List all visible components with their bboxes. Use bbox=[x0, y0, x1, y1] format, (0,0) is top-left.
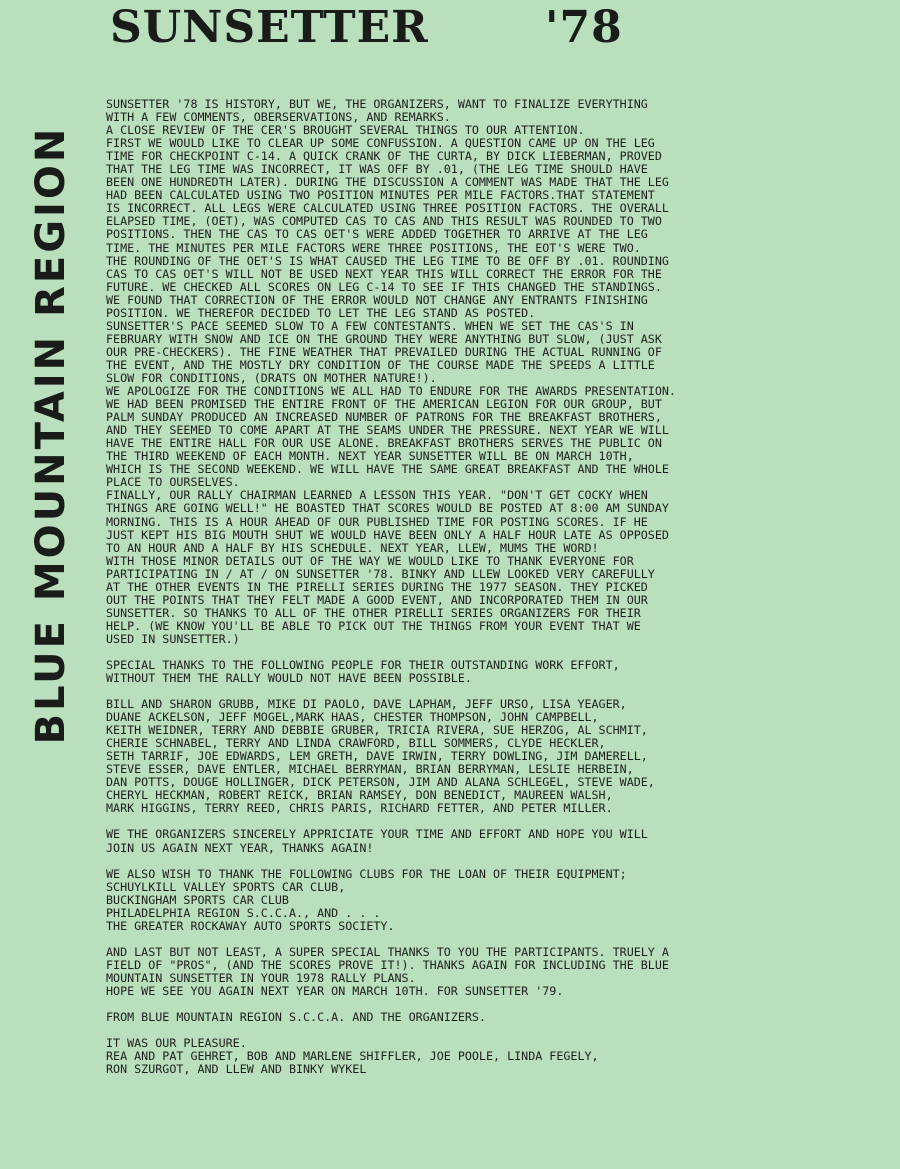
text-line: THE GREATER ROCKAWAY AUTO SPORTS SOCIETY. bbox=[106, 918, 395, 933]
text-line: USED IN SUNSETTER.) bbox=[106, 631, 240, 646]
text-line: DAN POTTS, DOUGE HOLLINGER, DICK PETERSON, JIM AND ALANA SCHLEGEL, STEVE WADE, bbox=[106, 775, 655, 790]
paragraph bbox=[106, 98, 896, 646]
text-line: MOUNTAIN SUNSETTER IN YOUR 1978 RALLY PLANS. bbox=[106, 970, 416, 985]
text-line: KEITH WEIDNER, TERRY AND DEBBIE GRUBER, TRICIA RIVERA, SUE HERZOG, AL SCHMIT, bbox=[106, 723, 648, 738]
text-line: SPECIAL THANKS TO THE FOLLOWING PEOPLE FOR THEIR OUTSTANDING WORK EFFORT, bbox=[106, 657, 620, 672]
text-line: TIME. THE MINUTES PER MILE FACTORS WERE THREE POSITIONS, THE EOT'S WERE TWO. bbox=[106, 240, 641, 255]
text-line: SCHUYLKILL VALLEY SPORTS CAR CLUB, bbox=[106, 879, 346, 894]
text-line: TIME FOR CHECKPOINT C-14. A QUICK CRANK OF THE CURTA, BY DICK LIEBERMAN, PROVED bbox=[106, 149, 662, 164]
text-line: FROM BLUE MOUNTAIN REGION S.C.C.A. AND THE ORGANIZERS. bbox=[106, 1010, 486, 1024]
text-line: FIRST WE WOULD LIKE TO CLEAR UP SOME CONFUSSION. A QUESTION CAME UP ON THE LEG bbox=[106, 136, 655, 151]
text-line: HAVE THE ENTIRE HALL FOR OUR USE ALONE. BREAKFAST BROTHERS SERVES THE PUBLIC ON bbox=[106, 436, 662, 451]
text-line: BEEN ONE HUNDREDTH LATER). DURING THE DISCUSSION A COMMENT WAS MADE THAT THE LEG bbox=[106, 175, 669, 190]
paragraph bbox=[106, 868, 896, 933]
text-line: THE THIRD WEEKEND OF EACH MONTH. NEXT YEAR SUNSETTER WILL BE ON MARCH 10TH, bbox=[106, 449, 634, 464]
text-line: HOPE WE SEE YOU AGAIN NEXT YEAR ON MARCH 10TH. FOR SUNSETTER '79. bbox=[106, 983, 564, 998]
text-line: PARTICIPATING IN / AT / ON SUNSETTER '78. BINKY AND LLEW LOOKED VERY CAREFULLY bbox=[106, 566, 655, 581]
text-line: POSITION. WE THEREFOR DECIDED TO LET THE LEG STAND AS POSTED. bbox=[106, 305, 536, 320]
text-line: MARK HIGGINS, TERRY REED, CHRIS PARIS, RICHARD FETTER, AND PETER MILLER. bbox=[106, 801, 613, 816]
text-line: FIELD OF "PROS", (AND THE SCORES PROVE IT!). THANKS AGAIN FOR INCLUDING THE BLUE bbox=[106, 957, 669, 972]
text-line: PLACE TO OURSELVES. bbox=[106, 475, 240, 490]
side-region-label: BLUE MOUNTAIN REGION bbox=[28, 125, 74, 745]
text-line: WITHOUT THEM THE RALLY WOULD NOT HAVE BEEN POSSIBLE. bbox=[106, 671, 472, 686]
text-line: SUNSETTER '78 IS HISTORY, BUT WE, THE ORGANIZERS, WANT TO FINALIZE EVERYTHING bbox=[106, 97, 648, 111]
paragraph-gap bbox=[106, 933, 896, 946]
text-line: WE FOUND THAT CORRECTION OF THE ERROR WOULD NOT CHANGE ANY ENTRANTS FINISHING bbox=[106, 292, 648, 307]
text-line: FINALLY, OUR RALLY CHAIRMAN LEARNED A LESSON THIS YEAR. "DON'T GET COCKY WHEN bbox=[106, 488, 648, 503]
text-line: WITH A FEW COMMENTS, OBERSERVATIONS, AND REMARKS. bbox=[106, 110, 451, 125]
text-line: SLOW FOR CONDITIONS, (DRATS ON MOTHER NATURE!). bbox=[106, 370, 437, 385]
text-line: AND LAST BUT NOT LEAST, A SUPER SPECIAL THANKS TO YOU THE PARTICIPANTS. TRUELY A bbox=[106, 944, 669, 959]
text-line: CAS TO CAS OET'S WILL NOT BE USED NEXT YEAR THIS WILL CORRECT THE ERROR FOR THE bbox=[106, 266, 662, 281]
text-line: OUR PRE-CHECKERS). THE FINE WEATHER THAT PREVAILED DURING THE ACTUAL RUNNING OF bbox=[106, 344, 662, 359]
text-line: CHERIE SCHNABEL, TERRY AND LINDA CRAWFORD, BILL SOMMERS, CLYDE HECKLER, bbox=[106, 736, 606, 751]
text-line: FUTURE. WE CHECKED ALL SCORES ON LEG C-14 TO SEE IF THIS CHANGED THE STANDINGS. bbox=[106, 279, 662, 294]
paragraph bbox=[106, 1011, 896, 1024]
text-line: WE APOLOGIZE FOR THE CONDITIONS WE ALL HAD TO ENDURE FOR THE AWARDS PRESENTATION. bbox=[106, 384, 676, 399]
text-line: THE ROUNDING OF THE OET'S IS WHAT CAUSED THE LEG TIME TO BE OFF BY .01. ROUNDING bbox=[106, 253, 669, 268]
text-line: AND THEY SEEMED TO COME APART AT THE SEAMS UNDER THE PRESSURE. NEXT YEAR WE WILL bbox=[106, 423, 669, 438]
text-line: OUT THE POINTS THAT THEY FELT MADE A GOOD EVENT, AND INCORPORATED THEM IN OUR bbox=[106, 592, 648, 607]
text-line: REA AND PAT GEHRET, BOB AND MARLENE SHIFFLER, JOE POOLE, LINDA FEGELY, bbox=[106, 1049, 599, 1064]
text-line: JOIN US AGAIN NEXT YEAR, THANKS AGAIN! bbox=[106, 840, 374, 855]
text-line: MORNING. THIS IS A HOUR AHEAD OF OUR PUBLISHED TIME FOR POSTING SCORES. IF HE bbox=[106, 514, 648, 529]
text-line: WE HAD BEEN PROMISED THE ENTIRE FRONT OF THE AMERICAN LEGION FOR OUR GROUP, BUT bbox=[106, 397, 662, 412]
text-line: WITH THOSE MINOR DETAILS OUT OF THE WAY WE WOULD LIKE TO THANK EVERYONE FOR bbox=[106, 553, 634, 568]
text-line: HAD BEEN CALCULATED USING TWO POSITION MINUTES PER MILE FACTORS.THAT STATEMENT bbox=[106, 188, 655, 203]
text-line: DUANE ACKELSON, JEFF MOGEL,MARK HAAS, CHESTER THOMPSON, JOHN CAMPBELL, bbox=[106, 710, 599, 725]
text-line: ELAPSED TIME, (OET), WAS COMPUTED CAS TO CAS AND THIS RESULT WAS ROUNDED TO TWO bbox=[106, 214, 662, 229]
paragraph bbox=[106, 1037, 896, 1076]
text-line: JUST KEPT HIS BIG MOUTH SHUT WE WOULD HAVE BEEN ONLY A HALF HOUR LATE AS OPPOSED bbox=[106, 527, 669, 542]
paragraph bbox=[106, 659, 896, 685]
text-line: WE THE ORGANIZERS SINCERELY APPRICIATE YOUR TIME AND EFFORT AND HOPE YOU WILL bbox=[106, 827, 648, 842]
text-line: POSITIONS. THEN THE CAS TO CAS OET'S WERE ADDED TOGETHER TO ARRIVE AT THE LEG bbox=[106, 227, 648, 242]
side-label-container bbox=[20, 95, 82, 775]
paragraph bbox=[106, 946, 896, 998]
document-title: SUNSETTER bbox=[110, 2, 429, 53]
text-line: THINGS ARE GOING WELL!" HE BOASTED THAT SCORES WOULD BE POSTED AT 8:00 AM SUNDAY bbox=[106, 501, 669, 516]
text-line: THE EVENT, AND THE MOSTLY DRY CONDITION OF THE COURSE MADE THE SPEEDS A LITTLE bbox=[106, 357, 655, 372]
text-line: PHILADELPHIA REGION S.C.C.A., AND . . . bbox=[106, 905, 381, 920]
text-line: SETH TARRIF, JOE EDWARDS, LEM GRETH, DAVE IRWIN, TERRY DOWLING, JIM DAMERELL, bbox=[106, 749, 648, 764]
text-line: HELP. (WE KNOW YOU'LL BE ABLE TO PICK OUT THE THINGS FROM YOUR EVENT THAT WE bbox=[106, 618, 641, 633]
text-line: RON SZURGOT, AND LLEW AND BINKY WYKEL bbox=[106, 1062, 367, 1077]
text-line: FEBRUARY WITH SNOW AND ICE ON THE GROUND THEY WERE ANYTHING BUT SLOW, (JUST ASK bbox=[106, 331, 662, 346]
text-line: BILL AND SHARON GRUBB, MIKE DI PAOLO, DAVE LAPHAM, JEFF URSO, LISA YEAGER, bbox=[106, 697, 627, 712]
text-line: CHERYL HECKMAN, ROBERT REICK, BRIAN RAMSEY, DON BENEDICT, MAUREEN WALSH, bbox=[106, 788, 613, 803]
text-line: AT THE OTHER EVENTS IN THE PIRELLI SERIES DURING THE 1977 SEASON. THEY PICKED bbox=[106, 579, 648, 594]
paragraph-gap bbox=[106, 855, 896, 868]
text-line: SUNSETTER'S PACE SEEMED SLOW TO A FEW CONTESTANTS. WHEN WE SET THE CAS'S IN bbox=[106, 318, 634, 333]
paragraph bbox=[106, 698, 896, 815]
text-line: TO AN HOUR AND A HALF BY HIS SCHEDULE. NEXT YEAR, LLEW, MUMS THE WORD! bbox=[106, 540, 599, 555]
text-line: STEVE ESSER, DAVE ENTLER, MICHAEL BERRYMAN, BRIAN BERRYMAN, LESLIE HERBEIN, bbox=[106, 762, 634, 777]
text-line: IT WAS OUR PLEASURE. bbox=[106, 1036, 247, 1051]
paragraph bbox=[106, 828, 896, 854]
text-line: BUCKINGHAM SPORTS CAR CLUB bbox=[106, 892, 289, 907]
letter-body bbox=[106, 98, 896, 1076]
text-line: WHICH IS THE SECOND WEEKEND. WE WILL HAVE THE SAME GREAT BREAKFAST AND THE WHOLE bbox=[106, 462, 669, 477]
text-line: WE ALSO WISH TO THANK THE FOLLOWING CLUBS FOR THE LOAN OF THEIR EQUIPMENT; bbox=[106, 866, 627, 881]
document-year: '78 bbox=[545, 2, 623, 53]
text-line: SUNSETTER. SO THANKS TO ALL OF THE OTHER PIRELLI SERIES ORGANIZERS FOR THEIR bbox=[106, 605, 641, 620]
text-line: IS INCORRECT. ALL LEGS WERE CALCULATED USING THREE POSITION FACTORS. THE OVERALL bbox=[106, 201, 669, 216]
text-line: PALM SUNDAY PRODUCED AN INCREASED NUMBER OF PATRONS FOR THE BREAKFAST BROTHERS, bbox=[106, 410, 662, 425]
text-line: A CLOSE REVIEW OF THE CER'S BROUGHT SEVERAL THINGS TO OUR ATTENTION. bbox=[106, 123, 585, 138]
text-line: THAT THE LEG TIME WAS INCORRECT, IT WAS OFF BY .01, (THE LEG TIME SHOULD HAVE bbox=[106, 162, 648, 177]
